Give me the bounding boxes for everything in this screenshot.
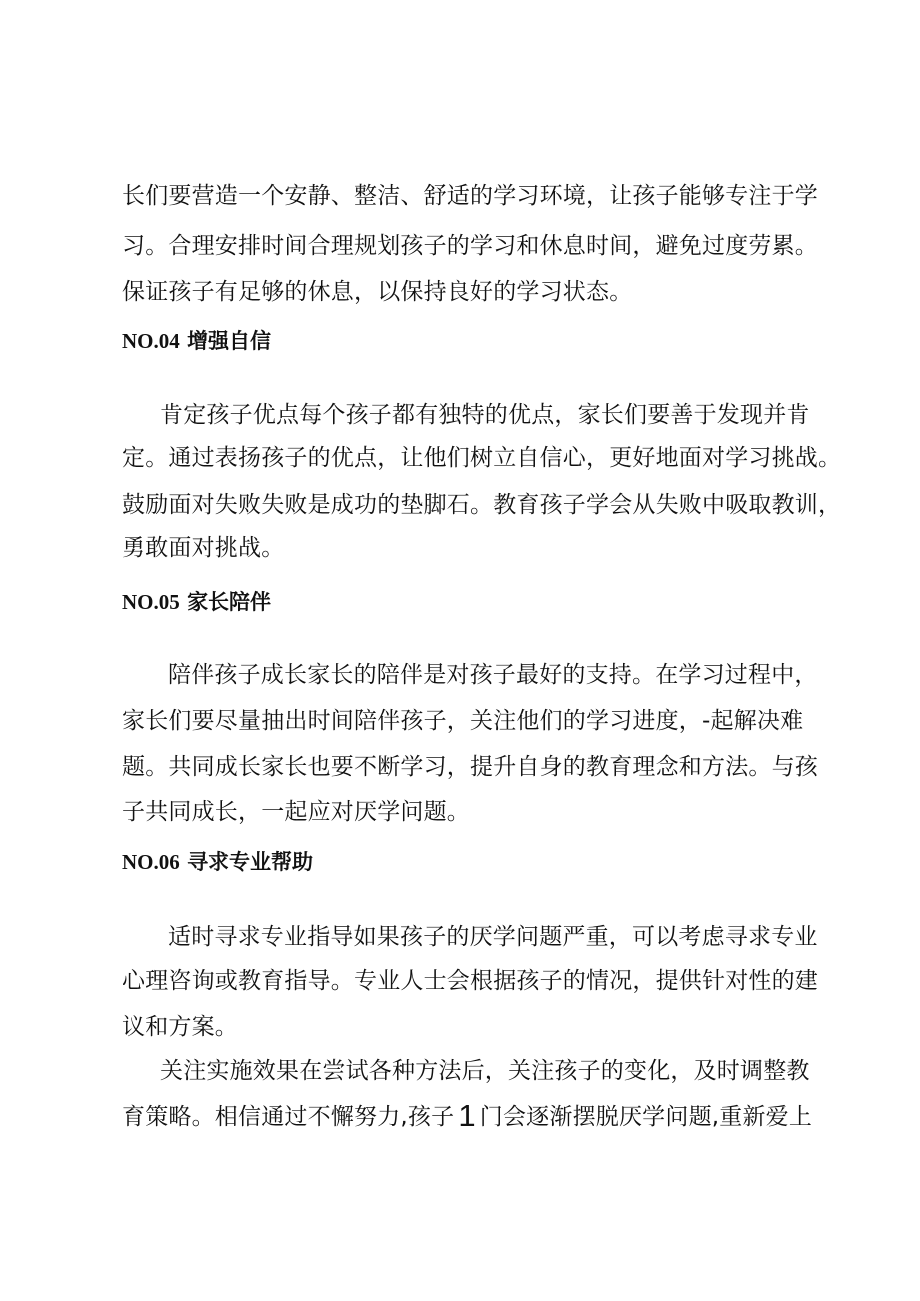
line-text-after: 门会逐渐摆脱厌学问题,重新爱上 bbox=[479, 1104, 813, 1130]
section-heading bbox=[122, 588, 271, 616]
section-heading bbox=[122, 327, 271, 355]
section-number: NO.06 bbox=[122, 850, 180, 874]
section-number: NO.05 bbox=[122, 590, 180, 614]
paragraph-line: 肯定孩子优点每个孩子都有独特的优点，家长们要善于发现并肯 bbox=[160, 402, 810, 428]
section-title: 寻求专业帮助 bbox=[187, 850, 314, 874]
paragraph-line: 家长们要尽量抽出时间陪伴孩子，关注他们的学习进度，-起解决难 bbox=[122, 708, 804, 734]
paragraph-line: 题。共同成长家长也要不断学习，提升自身的教育理念和方法。与孩 bbox=[122, 754, 818, 780]
paragraph-line: 适时寻求专业指导如果孩子的厌学问题严重，可以考虑寻求专业 bbox=[168, 924, 818, 950]
paragraph-line: 长们要营造一个安静、整洁、舒适的学习环境，让孩子能够专注于学 bbox=[122, 183, 818, 209]
paragraph-line: 定。通过表扬孩子的优点，让他们树立自信心，更好地面对学习挑战。 bbox=[122, 445, 842, 471]
paragraph-line: 勇敢面对挑战。 bbox=[122, 535, 285, 561]
paragraph-line: 心理咨询或教育指导。专业人士会根据孩子的情况，提供针对性的建 bbox=[122, 968, 818, 994]
section-heading bbox=[122, 848, 313, 876]
paragraph-line: 陪伴孩子成长家长的陪伴是对孩子最好的支持。在学习过程中， bbox=[168, 662, 818, 688]
line-text-before: 育策略。相信通过不懈努力,孩子 bbox=[122, 1104, 455, 1130]
paragraph-line: 习。合理安排时间合理规划孩子的学习和休息时间，避免过度劳累。 bbox=[122, 233, 818, 259]
section-title: 家长陪伴 bbox=[187, 590, 272, 614]
paragraph-line: 议和方案。 bbox=[122, 1014, 238, 1040]
section-title: 增强自信 bbox=[187, 329, 272, 353]
paragraph-line: 子共同成长，一起应对厌学问题。 bbox=[122, 799, 470, 825]
paragraph-line: 保证孩子有足够的休息，以保持良好的学习状态。 bbox=[122, 279, 633, 305]
paragraph-line: 关注实施效果在尝试各种方法后，关注孩子的变化，及时调整教 bbox=[160, 1058, 810, 1084]
large-digit: 1 bbox=[458, 1098, 476, 1133]
paragraph-line: 鼓励面对失败失败是成功的垫脚石。教育孩子学会从失败中吸取教训， bbox=[122, 492, 842, 518]
paragraph-line bbox=[122, 1098, 813, 1133]
section-number: NO.04 bbox=[122, 329, 180, 353]
